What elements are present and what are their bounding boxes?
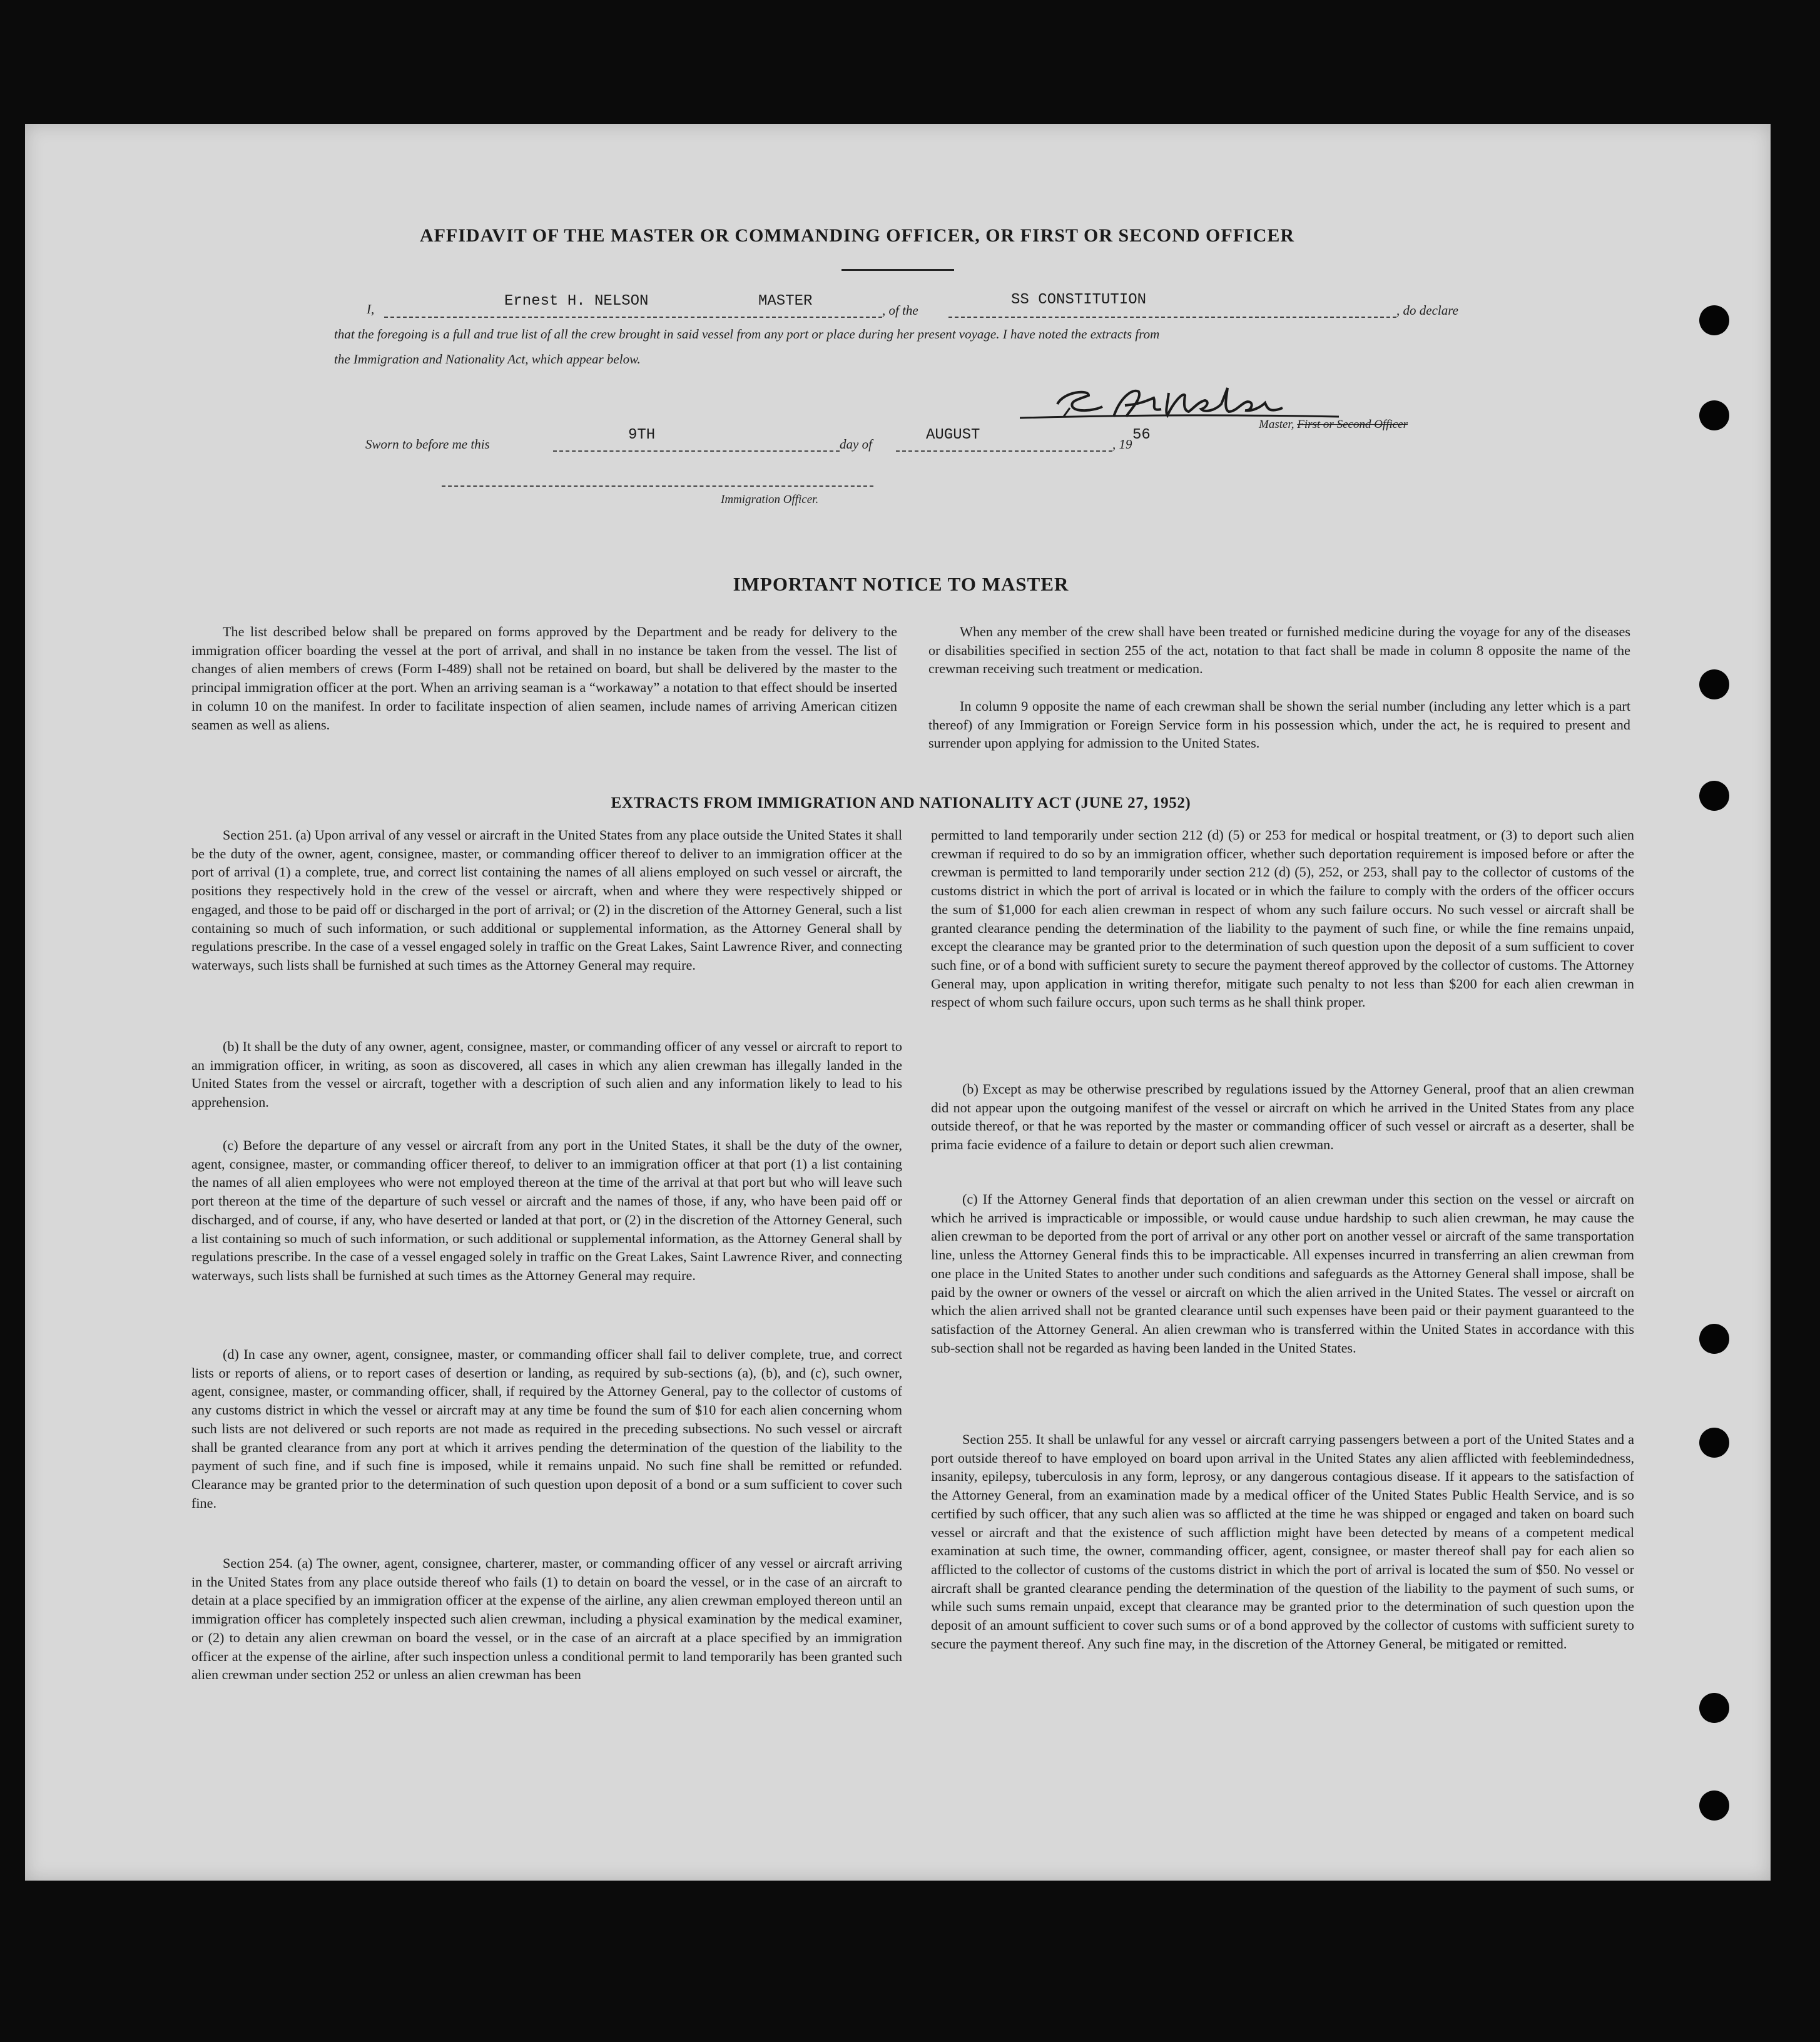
master-rank: MASTER (758, 293, 813, 310)
notice-right-paragraph-2: In column 9 opposite the name of each crewman shall be shown the serial number (including any letter which is a part thereof) of any Immigration or Foreign Service form in his possession which, under the act, he is required to present and surrender upon applying for admission to the United States. (928, 698, 1630, 751)
section-251d: (d) In case any owner, agent, consignee, master, or commanding officer shall fail to deliver complete, true, and correct lists or reports of aliens, or to report cases of desertion or landing, as required by sub-sections (a), (b), and (c), such owner, agent, consignee, master, or commanding officer, shall, if required by the Attorney General, pay to the collector of customs of any customs district in which the vessel or aircraft may at any time be found the sum of $10 for each alien concerning whom such lists are not delivered or such reports are not made as required in the preceding subsections. No such vessel or aircraft shall be granted clearance from any port at which it arrives pending the determination of the question of the liability to the payment of such fine, and if such fine is imposed, while it remains unpaid. No such fine shall be remitted or refunded. Clearance may be granted prior to the determination of such question upon deposit of a bond or a sum sufficient to cover such fine. (191, 1346, 902, 1511)
struck-officer-caption: First or Second Officer (1297, 418, 1408, 431)
year-value: 56 (1132, 427, 1151, 444)
section-254c: (c) If the Attorney General finds that deportation of an alien crewman under this section on the vessel or aircraft on which he arrived is impracticable or impossible, or would cause undue hardship to such alien crewman, he may cause the alien crewman to be deported from the port of arrival or any other port on another vessel or aircraft of the same transportation line, unless the Attorney General finds this to be impracticable. All expenses incurred in transferring an alien crewman from one place in the United States to another under such conditions and safeguards as the Attorney General shall impose, shall be paid by the owner or owners of the vessel or aircraft on which the alien arrived in the United States. The vessel or aircraft on which the alien arrived shall not be granted clearance until such expenses have been paid or their payment guaranteed to the satisfaction of the Attorney General. An alien crewman who is transferred within the United States in accordance with this sub-section shall not be regarded as having been landed in the United States. (931, 1191, 1634, 1356)
officer-caption: Immigration Officer. (721, 493, 819, 506)
binder-hole (1699, 1791, 1729, 1821)
affidavit-title: AFFIDAVIT OF THE MASTER OR COMMANDING OFFICER, OR FIRST OR SECOND OFFICER (419, 225, 1295, 246)
notice-left-paragraph: The list described below shall be prepared on forms approved by the Department and be ready for delivery to the immigration officer boarding the vessel at the port of arrival, and shall in no instance be taken from the vessel. The list of changes of alien members of crews (Form I-489) shall not be retained on board, but shall be delivered by the master to the principal immigration officer at the port. When an arriving seaman is a “workaway” a notation to that effect should be inserted in column 10 on the manifest. In order to facilitate inspection of alien seamen, include names of arriving American citizen seamen as well as aliens. (191, 624, 897, 733)
day-value: 9TH (628, 427, 656, 444)
section-254b: (b) Except as may be otherwise prescribed by regulations issued by the Attorney General, proof that an alien crewman did not appear upon the outgoing manifest of the vessel or aircraft on which he arrived in the United States from any place outside thereof, or that he was reported by the master or commanding officer of such vessel or aircraft as a deserter, shall be prima facie evidence of a failure to detain or deport such alien crewman. (931, 1081, 1634, 1153)
do-declare-label: , do declare (1396, 303, 1458, 318)
binder-hole (1699, 781, 1729, 811)
month-value: AUGUST (926, 427, 980, 444)
day-line (553, 450, 840, 452)
notice-right-paragraph-1: When any member of the crew shall have been treated or furnished medicine during the voyage for any of the diseases or disabilities specified in section 255 of the act, notation to that fact shall be made in column 8 opposite the name of the crewman receiving such treatment or medication. (928, 624, 1630, 677)
year-prefix: , 19 (1112, 437, 1132, 452)
binder-hole (1699, 1693, 1729, 1723)
month-line (896, 450, 1112, 452)
i-label: I, (367, 302, 375, 317)
extracts-heading: EXTRACTS FROM IMMIGRATION AND NATIONALITY ACT (JUNE 27, 1952) (611, 795, 1191, 811)
master-caption-text: Master, (1259, 418, 1294, 431)
section-251b: (b) It shall be the duty of any owner, agent, consignee, master, or commanding officer of any vessel or aircraft to report to an immigration officer, in writing, as soon as discovered, all cases in which any alien crewman has illegally landed in the United States from the vessel or aircraft, together with a description of such alien and any information likely to lead to his apprehension. (191, 1039, 902, 1110)
section-254a-continued: permitted to land temporarily under section 212 (d) (5) or 253 for medical or hospital treatment, or (3) to deport such alien crewman if required to do so by an immigration officer, whether such deportation requirement is imposed before or after the crewman is permitted to land temporarily under section 212 (d) (5), 252, or 253, shall pay to the collector of customs of the customs district in which the port of arrival is located or in which the failure to comply with the orders of the officer occurs the sum of $1,000 for each alien crewman in respect of whom any such failure occurs. No such vessel or aircraft shall be granted clearance pending the determination of the liability to the payment of such fine, or while the fine remains unpaid, except the clearance may be granted prior to the determination of such question upon the deposit of a sum sufficient to cover such fine, or of a bond with sufficient surety to secure the payment thereof approved by the collector of customs. The Attorney General may, upon application in writing therefor, mitigate such penalty to not less than $200 for each alien crewman in respect of whom such failure occurs, upon such terms as he shall think proper. (931, 827, 1634, 1010)
binder-hole (1699, 669, 1729, 699)
name-line (384, 317, 882, 318)
binder-hole (1699, 1324, 1729, 1354)
section-251c: (c) Before the departure of any vessel or aircraft from any port in the United States, it shall be the duty of the owner, agent, consignee, master, or commanding officer thereof, to deliver to an immigration officer at that port (1) a list containing the names of all alien employees who were not employed thereon at the time of the arrival at that port but who will leave such port thereon at the time of the departure of such vessel or aircraft and the names of those, if any, who have been paid off or discharged, and of course, if any, who have deserted or landed at that port, or (2) in the discretion of the Attorney General, such a list containing so much of such information, or such additional or supplemental information, as the Attorney General shall by regulations prescribe. In the case of a vessel engaged solely in traffic on the Great Lakes, Saint Lawrence River, and connecting waterways, such lists shall be furnished at such times as the Attorney General may require. (191, 1137, 902, 1283)
sworn-label: Sworn to before me this (365, 437, 490, 452)
master-caption (1259, 418, 1408, 432)
master-name: Ernest H. NELSON (504, 293, 649, 310)
section-254a: Section 254. (a) The owner, agent, consignee, charterer, master, or commanding officer of any vessel or aircraft arriving in the United States from any place outside thereof who fails (1) to detain on board the vessel, or in the case of an aircraft to detain at a place specified by an immigration officer at the expense of the airline, any alien crewman employed thereon until an immigration officer has completely inspected such alien crewman, including a physical examination by the medical examiner, or (2) to detain any alien crewman on board the vessel, or in the case of an aircraft at a place specified by an immigration officer at the expense of the airline, after such inspection unless a conditional permit to land temporarily has been granted such alien crewman under section 252 or unless an alien crewman has been (191, 1555, 902, 1683)
document-page (25, 124, 1771, 1881)
section-251a: Section 251. (a) Upon arrival of any vessel or aircraft in the United States from any place outside the United States it shall be the duty of the owner, agent, consignee, master, or commanding officer thereof to deliver to an immigration officer at the port of arrival (1) a complete, true, and correct list containing the names of all aliens employed on such vessel or aircraft, the positions they respectively hold in the crew of the vessel or aircraft, when and where they were respectively shipped or engaged, and those to be paid off or discharged in the port of arrival; or (2) in the discretion of the Attorney General, such a list containing so much of such information, or such additional or supplemental information, as the Attorney General shall by regulations prescribe. In the case of a vessel engaged solely in traffic on the Great Lakes, Saint Lawrence River, and connecting waterways, such lists shall be furnished at such times as the Attorney General may require. (191, 827, 902, 973)
declaration-line-1: that the foregoing is a full and true list of all the crew brought in said vessel from any port or place during her present voyage. I have noted the extracts from (334, 327, 1160, 342)
officer-signature-line (442, 485, 873, 487)
vessel-line (948, 317, 1396, 318)
binder-hole (1699, 305, 1729, 335)
title-rule (841, 269, 954, 271)
section-255: Section 255. It shall be unlawful for any vessel or aircraft carrying passengers between a port of the United States and a port outside thereof to have employed on board upon arrival in the United States any alien afflicted with feeblemindedness, insanity, epilepsy, tuberculosis in any form, leprosy, or any dangerous contagious disease. If it appears to the satisfaction of the Attorney General, from an examination made by a medical officer of the United States Public Health Service, and is so certified by such officer, that any such alien was so afflicted at the time he was shipped or engaged and taken on board such vessel or aircraft and that the existence of such affliction might have been detected by means of a competent medical examination at such time, the owner, commanding officer, agent, consignee, or master thereof shall pay for each alien so afflicted to the collector of customs of the customs district in which the port of arrival is located the sum of $50. No vessel or aircraft shall be granted clearance pending the determination of the question of the liability to the payment of such sums, or while such sums remain unpaid, except that clearance may be granted prior to the determination of such question upon the deposit of an amount sufficient to cover such sums or of a bond approved by the collector of customs with sufficient surety to secure the payment thereof. Any such fine may, in the discretion of the Attorney General, be mitigated or remitted. (931, 1431, 1634, 1652)
binder-hole (1699, 1428, 1729, 1458)
notice-heading: IMPORTANT NOTICE TO MASTER (733, 573, 1069, 595)
day-of-label: day of (840, 437, 872, 452)
binder-hole (1699, 400, 1729, 430)
declaration-line-2: the Immigration and Nationality Act, which appear below. (334, 352, 641, 367)
of-the-label: , of the (882, 303, 918, 318)
vessel-name: SS CONSTITUTION (1011, 292, 1147, 308)
